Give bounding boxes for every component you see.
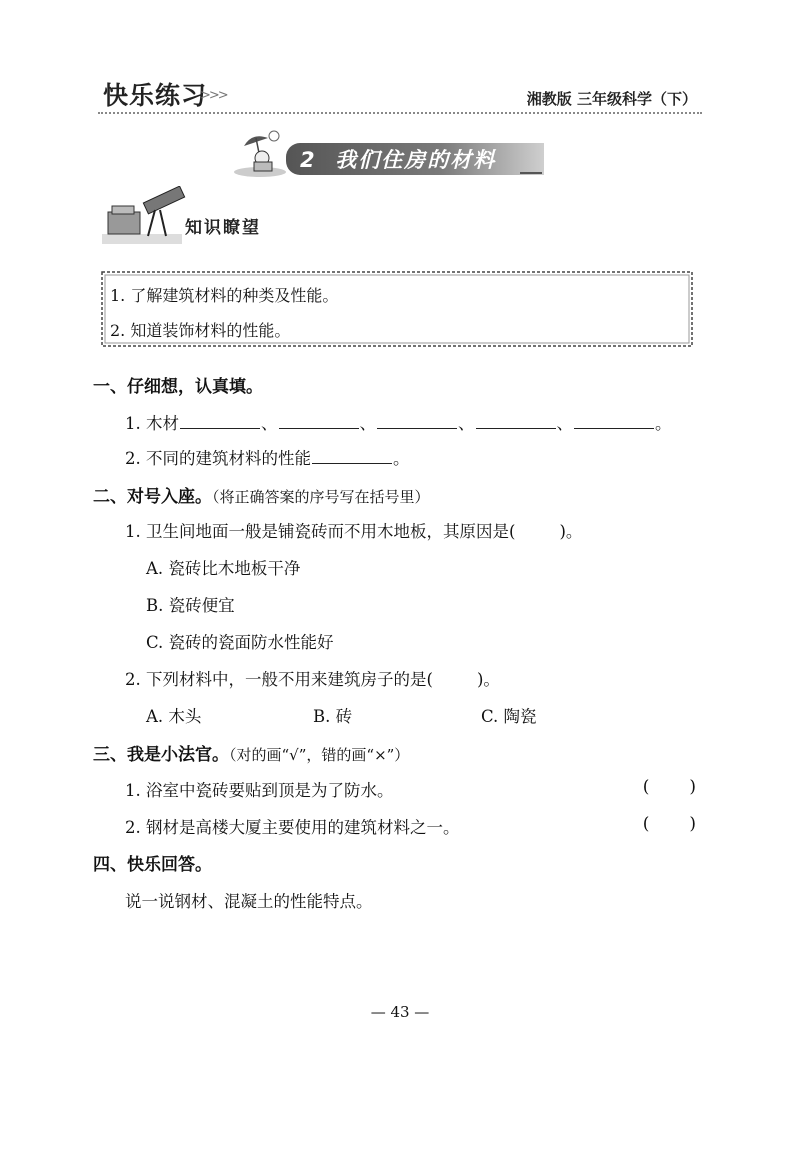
question-2-2	[125, 666, 500, 690]
option-c: C. 陶瓷	[481, 707, 537, 726]
lesson-title	[300, 144, 496, 174]
telescope-icon	[100, 186, 186, 248]
q2-1-prefix: 1. 卫生间地面一般是铺瓷砖而不用木地板，其原因是(	[125, 522, 516, 541]
goal-2: 2. 知道装饰材料的性能。	[110, 321, 291, 340]
q2-1-suffix: )。	[559, 522, 583, 541]
close-paren: )	[689, 814, 696, 834]
page-number: — 43 —	[370, 1003, 430, 1021]
series-title: 快乐练习	[103, 81, 208, 110]
section-3-heading: 三、我是小法官。	[93, 745, 229, 765]
q2-2-suffix: )。	[476, 670, 500, 689]
book-title: 湘教版 三年级科学（下）	[526, 90, 697, 108]
answer-blank[interactable]	[574, 414, 654, 429]
lesson-name: 我们住房的材料	[335, 148, 497, 172]
knowledge-heading: 知识瞭望	[185, 218, 261, 238]
answer-blank[interactable]	[377, 414, 457, 429]
q2-2-prefix: 2. 下列材料中，一般不用来建筑房子的是(	[125, 670, 433, 689]
goal-1: 1. 了解建筑材料的种类及性能。	[110, 286, 339, 305]
header-divider	[98, 112, 702, 114]
section-2-heading: 二、对号入座。	[93, 487, 212, 507]
option-c: C. 瓷砖的瓷面防水性能好	[146, 633, 334, 652]
judge-item-2: 2. 钢材是高楼大厦主要使用的建筑材料之一。	[125, 818, 460, 837]
chevron-decoration: >>>	[200, 88, 227, 103]
separator: 、	[261, 414, 278, 433]
section-4-title: 四、快乐回答。	[93, 855, 212, 875]
question-1-1	[125, 410, 672, 434]
separator: 、	[359, 414, 376, 433]
section-3-title	[93, 740, 409, 765]
lesson-number: 2	[300, 148, 317, 172]
banner-underline	[520, 172, 542, 174]
separator: 、	[556, 414, 573, 433]
option-a: A. 瓷砖比木地板干净	[146, 559, 301, 578]
q1-1-prefix: 1. 木材	[125, 414, 179, 433]
close-paren: )	[689, 777, 696, 797]
q1-2-prefix: 2. 不同的建筑材料的性能	[125, 449, 311, 468]
question-2-1	[125, 518, 582, 542]
answer-blank[interactable]	[180, 414, 260, 429]
answer-blank[interactable]	[279, 414, 359, 429]
separator: 、	[458, 414, 475, 433]
open-paren: (	[642, 814, 650, 834]
section-3-note: （对的画“√”，错的画“×”）	[229, 746, 410, 764]
answer-paren[interactable]	[643, 777, 696, 797]
section-2-title	[93, 482, 430, 507]
answer-paren[interactable]	[643, 814, 696, 834]
option-a: A. 木头	[146, 707, 202, 726]
question-1-2	[125, 445, 410, 469]
answer-blank[interactable]	[312, 449, 392, 464]
end-mark: 。	[655, 414, 672, 433]
open-question: 说一说钢材、混凝土的性能特点。	[125, 892, 373, 911]
mascot-umbrella-icon	[230, 128, 290, 178]
section-1-title: 一、仔细想，认真填。	[93, 377, 263, 397]
option-b: B. 砖	[313, 707, 353, 726]
end-mark: 。	[393, 449, 410, 468]
open-paren: (	[642, 777, 650, 797]
judge-item-1: 1. 浴室中瓷砖要贴到顶是为了防水。	[125, 781, 394, 800]
section-2-note: （将正确答案的序号写在括号里）	[212, 488, 430, 506]
answer-blank[interactable]	[476, 414, 556, 429]
option-b: B. 瓷砖便宜	[146, 596, 235, 615]
